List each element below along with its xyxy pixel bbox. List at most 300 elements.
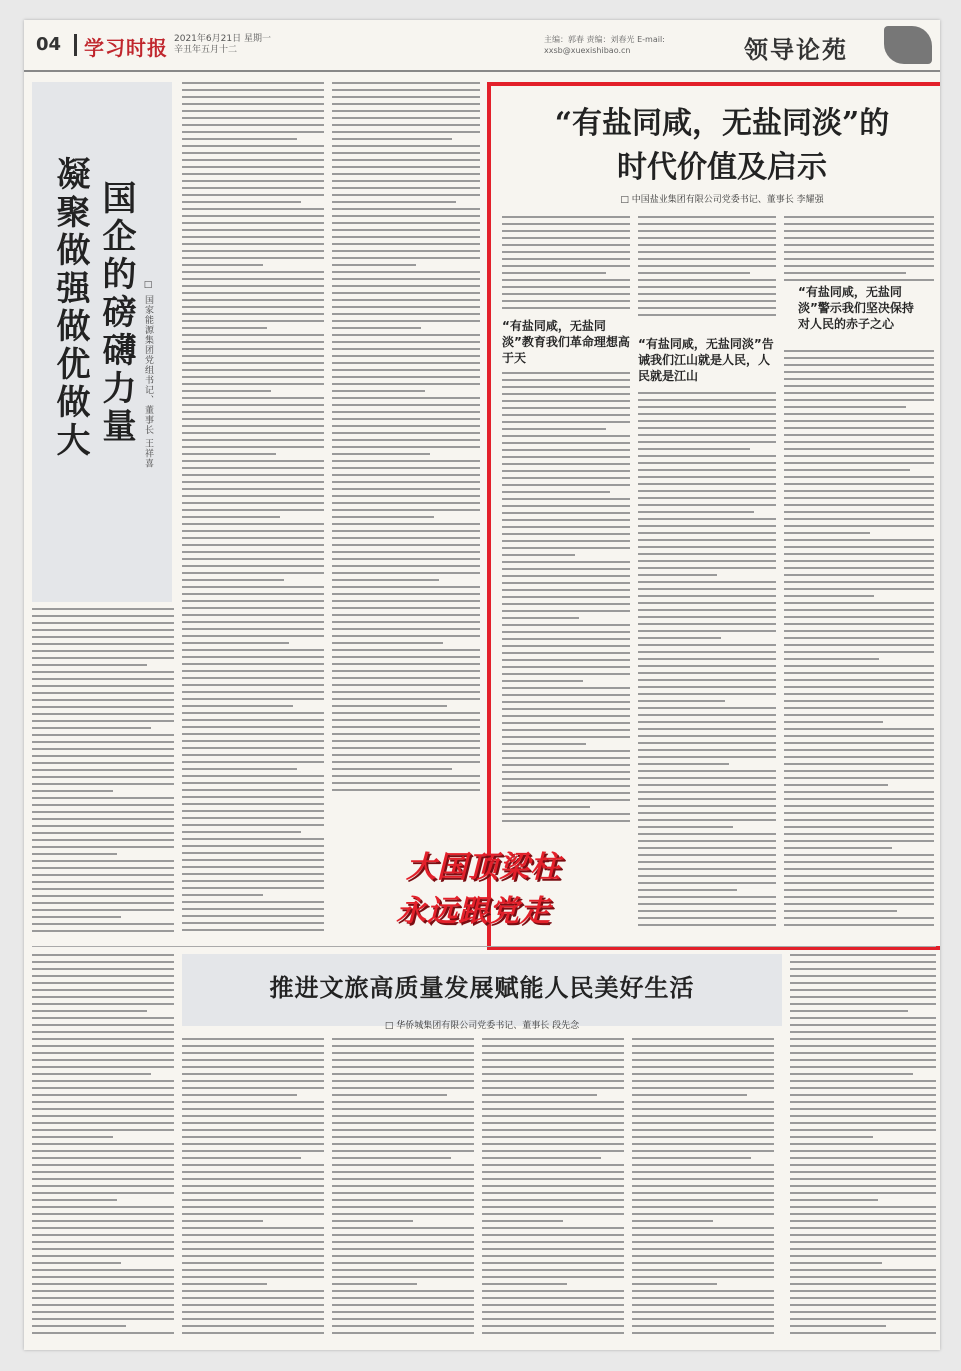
text-line [784,406,906,408]
text-line [182,257,324,259]
text-line [784,616,934,618]
text-line [632,1087,774,1089]
text-line [632,1206,774,1208]
text-line [790,1017,936,1019]
text-line [182,1164,324,1166]
text-line [32,1283,174,1285]
text-line [784,826,934,828]
text-line [502,813,630,815]
text-line [182,313,324,315]
text-line [784,679,934,681]
text-line [638,546,776,548]
text-line [332,544,480,546]
text-line [332,103,480,105]
text-column [790,954,936,1344]
text-line [182,194,324,196]
text-line [182,901,324,903]
text-line [790,1038,936,1040]
text-line [32,720,174,722]
text-line [332,460,480,462]
text-line [502,379,630,381]
text-line [332,320,480,322]
text-line [32,643,174,645]
text-line [638,497,776,499]
text-line [32,811,174,813]
text-line [638,798,776,800]
text-line [784,251,934,253]
text-line [332,1325,474,1327]
text-line [332,726,480,728]
text-line [332,1220,413,1222]
text-line [784,581,934,583]
text-line [482,1171,624,1173]
text-line [332,1038,474,1040]
text-line [182,152,324,154]
text-line [638,244,776,246]
text-line [638,511,754,513]
text-line [182,397,324,399]
text-line [332,208,480,210]
text-line [638,805,776,807]
text-line [182,460,324,462]
text-line [784,244,934,246]
text-line [784,875,934,877]
text-line [638,889,737,891]
text-line [332,453,430,455]
text-line [182,243,324,245]
text-line [332,229,480,231]
text-line [482,1038,624,1040]
text-line [182,96,324,98]
text-line [182,768,297,770]
text-line [332,1206,474,1208]
text-line [332,705,447,707]
text-line [182,733,324,735]
text-line [332,1227,474,1229]
text-line [32,916,121,918]
text-line [632,1220,713,1222]
text-line [632,1332,774,1334]
text-column [784,216,934,288]
text-line [502,806,590,808]
text-line [182,530,324,532]
text-line [790,989,936,991]
text-line [638,272,750,274]
text-line [32,1262,121,1264]
text-line [182,817,324,819]
text-line [482,1206,624,1208]
text-line [32,860,174,862]
text-line [32,1122,174,1124]
text-line [502,286,630,288]
text-line [790,954,936,956]
text-line [790,1262,882,1264]
text-line [502,736,630,738]
text-line [182,649,324,651]
text-line [482,1101,624,1103]
text-line [182,754,324,756]
text-line [32,706,174,708]
text-line [638,490,776,492]
text-line [632,1150,774,1152]
text-line [182,705,293,707]
text-line [182,782,324,784]
text-line [182,355,324,357]
text-line [638,700,725,702]
text-line [482,1304,624,1306]
text-line [182,607,324,609]
text-line [482,1080,624,1082]
text-line [332,635,480,637]
text-line [632,1290,774,1292]
text-line [502,491,610,493]
text-line [32,1066,174,1068]
text-line [638,392,776,394]
text-line [332,124,480,126]
text-line [784,630,934,632]
text-line [182,1220,263,1222]
text-line [632,1248,774,1250]
text-line [502,561,630,563]
text-line [32,1199,117,1201]
text-line [182,1213,324,1215]
text-line [790,968,936,970]
text-column [182,82,324,940]
text-line [784,518,934,520]
text-line [32,762,174,764]
text-line [332,166,480,168]
text-line [32,975,174,977]
page-header [24,20,940,72]
text-line [784,469,910,471]
text-line [182,880,324,882]
text-line [182,775,324,777]
page-number: 04 [36,34,62,55]
text-line [632,1227,774,1229]
text-line [182,894,263,896]
text-line [32,1031,174,1033]
text-line [482,1157,601,1159]
text-line [638,868,776,870]
text-column [32,954,174,1344]
text-line [332,663,480,665]
text-line [502,673,630,675]
text-line [482,1087,624,1089]
text-line [332,1094,447,1096]
text-line [632,1234,774,1236]
text-line [502,421,630,423]
text-column [784,350,934,932]
text-line [632,1073,774,1075]
text-line [182,698,324,700]
text-line [32,671,174,673]
text-column [332,1038,474,1344]
text-line [32,923,174,925]
text-line [32,1059,174,1061]
text-line [182,264,263,266]
text-line [32,1038,174,1040]
text-line [182,327,267,329]
text-line [182,131,324,133]
text-line [182,1269,324,1271]
text-line [638,840,776,842]
text-line [638,560,776,562]
text-line [32,1017,174,1019]
text-line [790,1178,936,1180]
text-line [790,1066,936,1068]
featured-article-byline: □ 中国盐业集团有限公司党委书记、董事长 李耀强 [620,195,824,205]
text-line [790,1080,936,1082]
text-line [638,756,776,758]
text-line [332,1318,474,1320]
text-line [332,1150,474,1152]
text-line [182,663,324,665]
text-line [502,694,630,696]
text-line [182,572,324,574]
text-line [502,272,606,274]
text-line [502,470,630,472]
text-line [632,1157,751,1159]
text-line [482,1052,624,1054]
text-line [632,1045,774,1047]
text-line [502,575,630,577]
text-line [502,715,630,717]
text-line [332,551,480,553]
text-line [482,1283,567,1285]
text-line [332,1101,474,1103]
text-line [332,1080,474,1082]
text-line [32,867,174,869]
text-line [638,861,776,863]
text-line [182,600,324,602]
text-column [182,1038,324,1344]
featured-subhead-2: “有盐同咸，无盐同淡”告诫我们江山就是人民，人民就是江山 [638,337,774,383]
text-line [332,257,480,259]
text-line [790,1192,936,1194]
text-line [502,785,630,787]
text-line [784,497,934,499]
left-article-title-line1: 国企的磅礴力量 [96,180,136,446]
text-line [332,754,480,756]
text-line [632,1101,774,1103]
text-line [182,488,324,490]
text-line [32,1024,174,1026]
text-line [638,553,776,555]
text-line [638,434,776,436]
text-line [182,1185,324,1187]
text-line [182,103,324,105]
text-line [784,230,934,232]
text-line [784,910,897,912]
text-line [332,495,480,497]
text-line [502,400,630,402]
text-line [332,1087,474,1089]
text-line [482,1185,624,1187]
text-line [638,595,776,597]
text-line [32,888,174,890]
text-line [502,757,630,759]
text-line [182,1080,324,1082]
text-line [638,469,776,471]
text-line [790,1045,936,1047]
text-line [332,1213,474,1215]
text-line [332,369,480,371]
text-line [638,651,776,653]
text-line [332,677,480,679]
text-line [182,1332,324,1334]
text-line [182,173,324,175]
text-line [332,572,480,574]
text-line [784,721,883,723]
featured-subhead-1: “有盐同咸，无盐同淡”教育我们革命理想高于天 [502,319,630,365]
text-line [332,236,480,238]
text-line [32,818,174,820]
text-line [182,1290,324,1292]
text-line [502,778,630,780]
text-line [784,364,934,366]
text-line [32,1080,174,1082]
text-line [638,265,776,267]
text-line [182,229,324,231]
text-line [32,1255,174,1257]
text-line [182,1325,324,1327]
text-line [332,1171,474,1173]
text-line [784,812,934,814]
text-line [182,929,324,931]
text-line [32,874,174,876]
text-line [182,166,324,168]
text-line [502,554,575,556]
text-line [332,1059,474,1061]
text-line [502,596,630,598]
text-line [32,1094,174,1096]
text-line [182,208,324,210]
text-line [482,1073,624,1075]
text-line [332,404,480,406]
text-line [482,1227,624,1229]
left-article-byline: □ 国家能源集团党组书记、董事长 王祥喜 [143,280,153,469]
text-line [638,616,776,618]
text-column [632,1038,774,1344]
text-line [332,684,480,686]
text-line [784,651,934,653]
text-line [502,223,630,225]
text-line [790,1087,936,1089]
text-line [332,1241,474,1243]
text-line [332,180,480,182]
text-line [182,726,324,728]
text-line [182,1304,324,1306]
text-line [784,525,934,527]
text-line [32,853,117,855]
text-line [332,698,480,700]
text-line [502,666,630,668]
text-line [332,628,480,630]
text-line [784,420,934,422]
text-line [638,630,776,632]
text-line [784,574,934,576]
text-line [482,1192,624,1194]
text-line [332,117,480,119]
text-line [182,278,324,280]
newspaper-page [24,20,940,1350]
text-line [32,839,174,841]
text-line [182,838,324,840]
slogan-line1: 大国顶梁柱 [406,850,561,885]
text-line [32,846,174,848]
text-line [784,539,934,541]
text-line [482,1255,624,1257]
text-line [784,882,934,884]
text-line [182,1045,324,1047]
text-line [182,1038,324,1040]
text-line [182,1255,324,1257]
text-line [502,477,630,479]
text-line [182,859,324,861]
text-line [784,742,934,744]
text-line [502,216,630,218]
text-line [182,89,324,91]
text-line [332,264,416,266]
text-line [502,722,630,724]
text-line [182,586,324,588]
text-line [32,1297,174,1299]
text-line [182,236,324,238]
text-line [332,537,480,539]
text-line [632,1255,774,1257]
text-line [790,1332,936,1334]
text-line [332,1304,474,1306]
text-line [182,740,324,742]
text-line [638,230,776,232]
text-line [502,624,630,626]
text-line [632,1241,774,1243]
text-line [638,686,776,688]
text-line [784,434,934,436]
text-line [32,1332,174,1334]
text-line [332,642,443,644]
text-line [784,609,934,611]
text-line [332,418,480,420]
text-line [790,1129,936,1131]
text-line [332,201,456,203]
text-line [784,847,892,849]
text-line [482,1178,624,1180]
text-line [638,293,776,295]
text-line [632,1052,774,1054]
text-line [638,672,776,674]
text-line [632,1297,774,1299]
text-line [638,525,776,527]
text-line [502,645,630,647]
text-line [32,692,174,694]
text-line [332,341,480,343]
text-line [502,568,630,570]
text-line [502,610,630,612]
text-line [784,686,934,688]
text-line [502,505,630,507]
text-line [482,1136,624,1138]
text-line [182,628,324,630]
text-line [182,334,324,336]
text-line [332,733,480,735]
text-line [332,488,480,490]
text-line [32,1304,174,1306]
text-line [790,1255,936,1257]
text-line [638,427,776,429]
text-line [182,579,284,581]
text-line [784,819,934,821]
